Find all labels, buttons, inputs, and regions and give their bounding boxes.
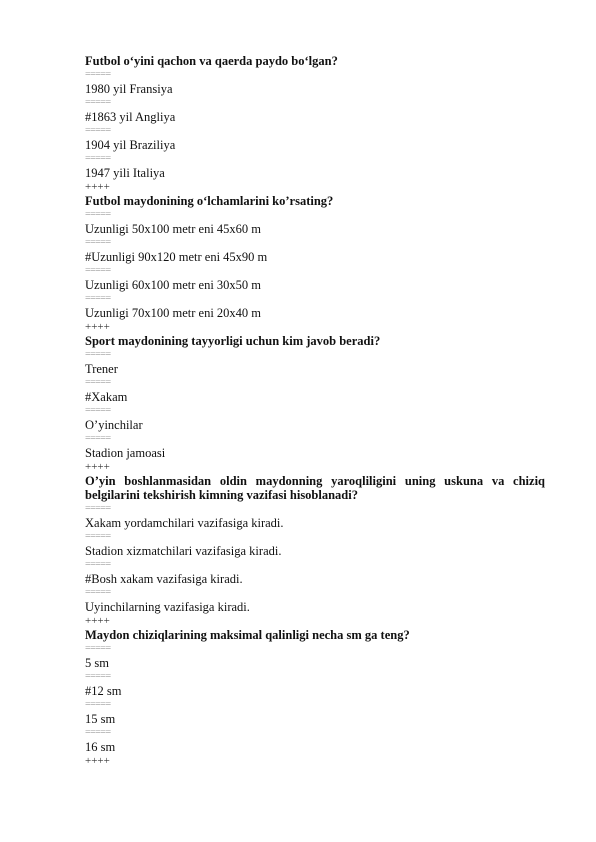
- separator: =====: [85, 405, 111, 416]
- question-block: [85, 334, 545, 474]
- question-text: Sport maydonining tayyorligi uchun kim javob beradi?: [85, 334, 381, 348]
- separator: =====: [85, 377, 111, 388]
- answer-option: Uzunligi 70x100 metr eni 20x40 m: [85, 306, 262, 320]
- document-page: [85, 54, 545, 768]
- separator: =====: [85, 531, 111, 542]
- answer-option: 1947 yili Italiya: [85, 166, 165, 180]
- separator: =====: [85, 433, 111, 444]
- separator: =====: [85, 699, 111, 710]
- separator: =====: [85, 559, 111, 570]
- separator: =====: [85, 209, 111, 220]
- answer-option: Uyinchilarning vazifasiga kiradi.: [85, 600, 250, 614]
- answer-option-correct: #Xakam: [85, 390, 128, 404]
- separator: =====: [85, 69, 111, 80]
- answer-option: O’yinchilar: [85, 418, 143, 432]
- answer-option-correct: #1863 yil Angliya: [85, 110, 176, 124]
- separator: =====: [85, 503, 111, 514]
- question-text: O’yin boshlanmasidan oldin maydonning yaroqliligini uning uskuna va chiziq belgilarini tekshirish kimning vazifasi hisoblanadi?: [85, 474, 545, 502]
- separator: =====: [85, 587, 111, 598]
- answer-option-correct: #Uzunligi 90x120 metr eni 45x90 m: [85, 250, 268, 264]
- end-marker: ++++: [85, 321, 110, 333]
- end-marker: ++++: [85, 181, 110, 193]
- question-text: Futbol o‘yini qachon va qaerda paydo bo‘lgan?: [85, 54, 338, 68]
- question-block: [85, 54, 545, 194]
- separator: =====: [85, 97, 111, 108]
- separator: =====: [85, 237, 111, 248]
- end-marker: ++++: [85, 615, 110, 627]
- answer-option: Uzunligi 50x100 metr eni 45x60 m: [85, 222, 262, 236]
- question-text: Maydon chiziqlarining maksimal qalinligi necha sm ga teng?: [85, 628, 410, 642]
- question-block: [85, 628, 545, 768]
- answer-option: 5 sm: [85, 656, 109, 670]
- question-text: Futbol maydonining o‘lchamlarini ko’rsating?: [85, 194, 334, 208]
- separator: =====: [85, 643, 111, 654]
- answer-option: Xakam yordamchilari vazifasiga kiradi.: [85, 516, 284, 530]
- end-marker: ++++: [85, 755, 110, 767]
- end-marker: ++++: [85, 461, 110, 473]
- separator: =====: [85, 125, 111, 136]
- separator: =====: [85, 349, 111, 360]
- answer-option: 1980 yil Fransiya: [85, 82, 173, 96]
- separator: =====: [85, 727, 111, 738]
- question-block: [85, 194, 545, 334]
- answer-option: Uzunligi 60x100 metr eni 30x50 m: [85, 278, 262, 292]
- answer-option: 1904 yil Braziliya: [85, 138, 176, 152]
- separator: =====: [85, 293, 111, 304]
- answer-option-correct: #Bosh xakam vazifasiga kiradi.: [85, 572, 243, 586]
- answer-option: 15 sm: [85, 712, 116, 726]
- separator: =====: [85, 265, 111, 276]
- answer-option: Trener: [85, 362, 118, 376]
- answer-option: Stadion jamoasi: [85, 446, 166, 460]
- question-block: [85, 474, 545, 628]
- separator: =====: [85, 671, 111, 682]
- answer-option: 16 sm: [85, 740, 116, 754]
- answer-option-correct: #12 sm: [85, 684, 122, 698]
- answer-option: Stadion xizmatchilari vazifasiga kiradi.: [85, 544, 282, 558]
- separator: =====: [85, 153, 111, 164]
